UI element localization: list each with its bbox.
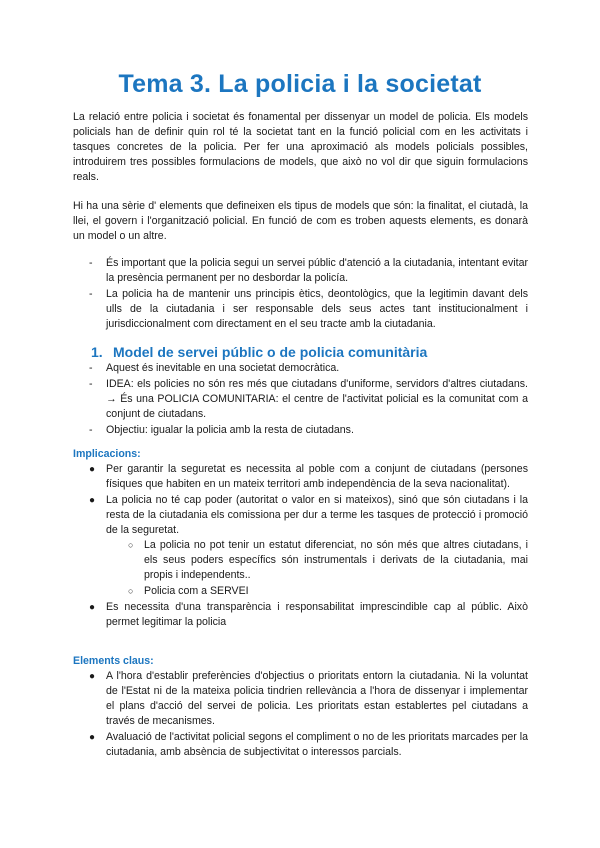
dash-marker: - (89, 378, 93, 390)
section-1-heading (91, 344, 427, 360)
bullet-marker: ● (89, 464, 96, 475)
list-item: ● Es necessita d'una transparència i responsabilitat imprescindible cap al públic. Això permet legitimar la policia (89, 601, 528, 628)
intro-points-list (73, 256, 528, 333)
bullet-marker: ● (89, 732, 96, 743)
implicacions-heading: Implicacions: (73, 448, 141, 460)
list-item: ● Avaluació de l'activitat policial segons el compliment o no de les prioritats marcades per la ciutadania, amb absència de subjectivitat o interessos parcials. (89, 731, 528, 758)
bullet-marker: ● (89, 495, 96, 506)
list-item: ● La policia no té cap poder (autoritat o valor en si mateixos), sinó que són ciutadans i la resta de la ciutadania els comissiona per dur a terme les tasques de protecció i promoció de la seguretat. ○ La policia no pot tenir un estatut diferenciat, no són més que altres ciutadans, i els seus poders específics són instrumentals i derivats de la ciutadania, mai propis i independents.. ○ Policia com a SERVEI (89, 494, 528, 597)
sub-list-item: ○ Policia com a SERVEI (128, 585, 249, 597)
intro-paragraph-2: Hi ha una sèrie d' elements que defineixen els tipus de models que són: la finalitat, el ciutadà, la llei, el govern i l'organització policial. En funció de com es troben aquests elements, es donarà un model o un altre. (73, 200, 528, 242)
dash-marker: - (89, 362, 93, 374)
dash-marker: - (89, 424, 93, 436)
circle-marker: ○ (128, 586, 134, 596)
sub-list-item: ○ La policia no pot tenir un estatut diferenciat, no són més que altres ciutadans, i els seus poders específics són instrumentals i derivats de la ciutadania, mai propis i independents.. (128, 539, 528, 581)
dash-marker: - (89, 257, 93, 269)
section-title: Model de servei públic o de policia comunitària (113, 344, 428, 360)
implicacions-sublist (106, 538, 528, 599)
bullet-marker: ● (89, 602, 96, 613)
section-1-points-list (73, 361, 528, 439)
circle-marker: ○ (128, 540, 134, 550)
section-number: 1. (91, 344, 103, 360)
elements-claus-heading: Elements claus: (73, 655, 154, 667)
list-item: - Aquest és inevitable en una societat democràtica. (89, 362, 340, 374)
intro-paragraph-1: La relació entre policia i societat és fonamental per dissenyar un model de policia. Els models policials han de definir quin rol té la societat tant en la funció policial com en les activitats i tasques concretes de la policia. Per fer una aproximació als models policials possibles, introduirem tres possibles formulacions de models, que això no vol dir que siguin formulacions reals. (73, 111, 528, 183)
list-item: ● A l'hora d'establir preferències d'objectius o prioritats entorn la ciutadania. Ni la voluntat de l'Estat ni de la mateixa policia tindrien rellevància a l'hora de dissenyar i implementar el plans d'acció del servei de policia. Les prioritats estan establertes pel ciutadans a través de mecanismes. (89, 670, 528, 727)
elements-claus-list (73, 669, 528, 761)
list-item: - IDEA: els policies no són res més que ciutadans d'uniforme, servidors d'altres ciutadans. → És una POLICIA COMUNITARIA: el centre de l'activitat policial es la comunitat com a conjunt de ciutadans. (89, 378, 528, 420)
list-item: - És important que la policia segui un servei públic d'atenció a la ciutadania, intentant evitar la presència permanent per no desbordar la policía. (89, 257, 528, 284)
dash-marker: - (89, 288, 93, 300)
list-item: - Objectiu: igualar la policia amb la resta de ciutadans. (89, 424, 354, 436)
page-title: Tema 3. La policia i la societat (118, 70, 482, 98)
list-item: - La policia ha de mantenir uns principis ètics, deontològics, que la legitimin davant dels ulls de la ciutadania i ser responsable dels seus actes tant institucionalment i jurisdiccionalment com directament en el seu tracte amb la ciutadania. (89, 288, 528, 330)
list-item: ● Per garantir la seguretat es necessita al poble com a conjunt de ciutadans (persones físiques que habiten en un mateix territori amb independència de la seva nacionalitat). (89, 463, 528, 490)
bullet-marker: ● (89, 671, 96, 682)
implicacions-list (73, 462, 528, 631)
